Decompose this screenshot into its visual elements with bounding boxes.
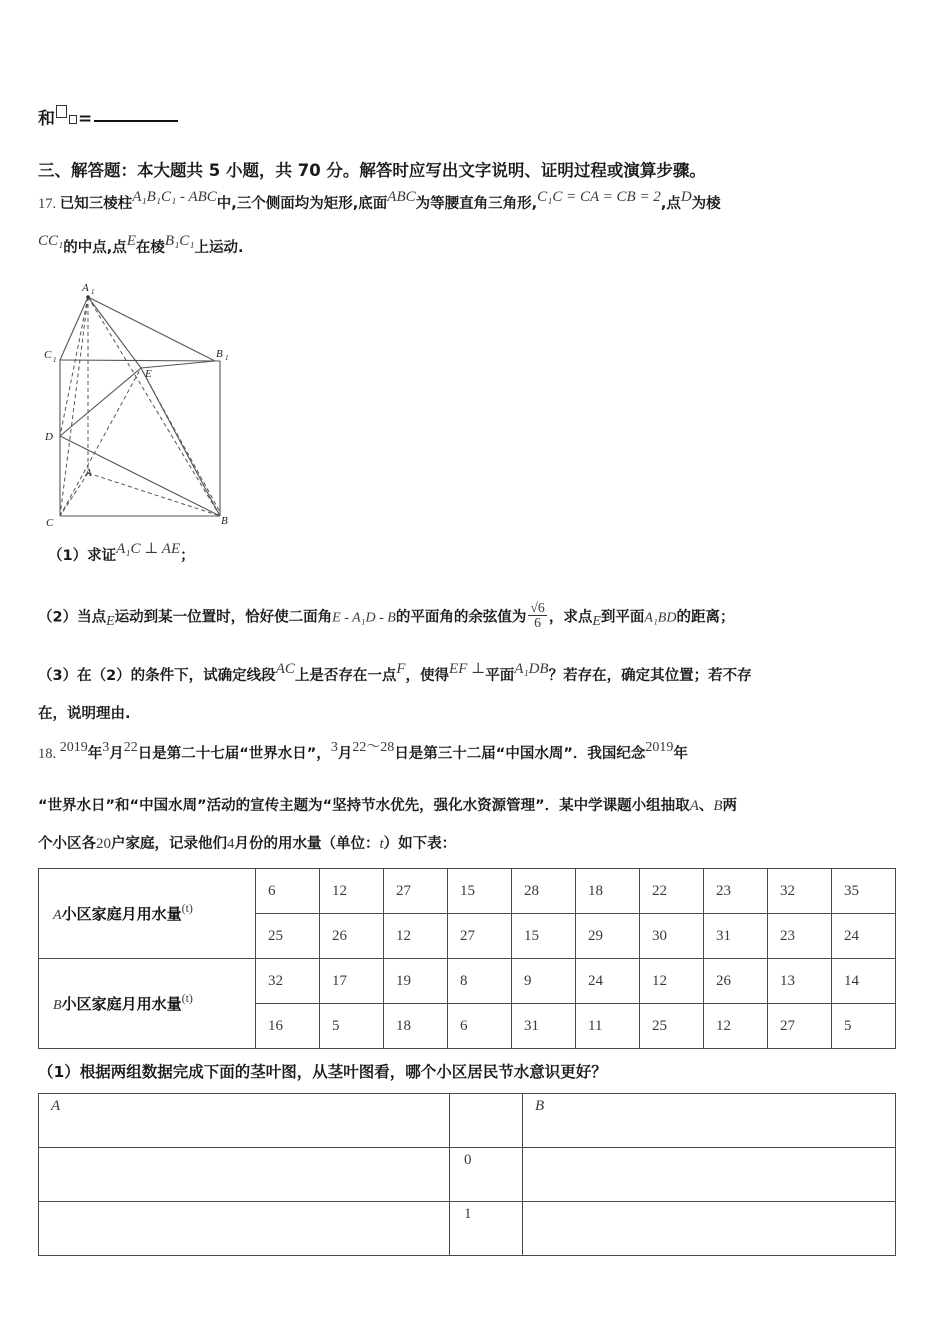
sub-2-point-e: E [106,614,115,630]
cell: 24 [576,959,640,1004]
problem-18-l3-a: 个小区各 [38,836,96,852]
fraction-denominator: 6 [534,615,542,631]
problem-18-number: 18. [38,746,57,762]
cell: 31 [704,914,768,959]
table-row [39,959,896,1004]
cell: 35 [832,869,896,914]
svg-text:1: 1 [225,354,229,362]
month-3-second: 3 [330,740,338,755]
edge-b1c1-notation: B₁C₁ [164,233,195,249]
sub-3-text-a: 在（2）的条件下，试确定线段 [77,668,276,684]
problem-18-t1: 年 [87,746,103,762]
cell: 31 [512,1004,576,1049]
cell: 19 [384,959,448,1004]
problem-18-l3-c: 月份的用水量（单位： [234,836,380,852]
plane-a1db-notation: A₁DB [514,661,549,677]
problem-18-theme-text: “世界水日”和“中国水周”活动的宣传主题为“坚持节水优先，强化水资源管理”．某中学课题小组抽取 [38,798,690,814]
table-row [39,1148,896,1202]
stem-cell[interactable] [450,1094,523,1148]
cell: 24 [832,914,896,959]
edge-lengths-notation: C₁C = CA = CB = 2 [537,189,661,205]
problem-18-t5: 日是第三十二届“中国水周”．我国纪念 [394,746,646,762]
cell: 15 [512,914,576,959]
problem-18-line-1 [38,740,688,763]
row-label-district-a [39,869,256,959]
problem-18-line-3 [38,836,456,853]
cell: 16 [256,1004,320,1049]
sub-2-text-f: 的距离； [676,609,735,626]
cell: 12 [640,959,704,1004]
base-triangle-notation: ABC [387,189,416,205]
cell: 18 [384,1004,448,1049]
problem-18-sub-1: （1）根据两组数据完成下面的茎叶图，从茎叶图看，哪个小区居民节水意识更好？ [38,1063,607,1081]
equals-sign: = [78,109,93,129]
sub-2-text-b: 运动到某一位置时，恰好使二面角 [114,609,333,626]
district-b-label: B [713,798,723,814]
district-a-unit: (t) [181,901,193,915]
cell: 26 [704,959,768,1004]
vertex-label-b1: B [216,348,223,360]
sub-2-point-e2: E [592,614,601,630]
day-22: 22 [123,740,138,755]
vertex-label-a: A [85,467,92,479]
cell: 15 [448,869,512,914]
sub-2-text-c: 的平面角的余弦值为 [395,609,527,626]
problem-17-text-e: 为棱 [691,196,721,212]
perpendicular-expression: A₁C ⊥ AE [116,541,181,557]
cell: 30 [640,914,704,959]
unit-t: t [379,836,384,852]
leaf-cell-a[interactable] [39,1148,450,1202]
problem-17-text-g: 在棱 [135,240,165,256]
cell: 5 [832,1004,896,1049]
svg-text:1: 1 [91,288,95,296]
leaf-cell-a[interactable]: A [39,1094,450,1148]
problem-17-number: 17. [38,196,57,212]
problem-17-sub-3 [38,661,752,685]
year-2019-first: 2019 [59,740,88,755]
problem-18-t4: 月 [337,746,353,762]
month-4: 4 [227,836,235,852]
year-2019-second: 2019 [645,740,674,755]
answer-blank[interactable] [94,120,178,122]
leaf-cell-a[interactable] [39,1202,450,1256]
problem-18-t6: 年 [673,746,688,762]
sub-3-text-c: ，使得 [405,668,450,684]
triangular-prism-diagram [40,280,290,540]
cell: 25 [640,1004,704,1049]
vertex-label-c: C [46,517,54,529]
sub-1-marker: （1） [48,548,88,564]
problem-17-text-d: ,点 [660,196,681,212]
problem-18-l3-d: ）如下表： [383,836,457,852]
month-3-first: 3 [102,740,110,755]
district-a-text: 小区家庭月用水量 [61,905,182,923]
table-row [39,869,896,914]
problem-17-sub-3-cont [38,706,131,723]
prism-notation: A₁B₁C₁ - ABC [132,189,217,205]
segment-ac-notation: AC [275,661,295,677]
cell: 5 [320,1004,384,1049]
svg-text:1: 1 [53,356,57,364]
cell: 28 [512,869,576,914]
vertex-label-a1: A [82,282,89,294]
sub-2-text-d: ，求点 [548,609,593,626]
cell: 23 [704,869,768,914]
problem-17-text-h: 上运动. [194,240,244,256]
problem-18-dun: 、 [698,798,714,814]
problem-17-text-c: 为等腰直角三角形, [415,196,538,212]
ef-perpendicular-notation: EF ⊥ [449,661,486,677]
stem-cell[interactable]: 1 [450,1202,523,1256]
problem-18-l3-b: 户家庭，记录他们 [111,836,227,852]
edge-cc1-notation: CC₁ [38,233,64,249]
cell: 14 [832,959,896,1004]
sub-2-text-a: 当点 [77,609,107,626]
district-b-unit: (t) [181,991,193,1005]
cell: 6 [448,1004,512,1049]
vertex-label-e: E [145,368,152,380]
vertex-label-d: D [45,431,53,443]
problem-17-text-b: 中,三个侧面均为矩形,底面 [216,196,388,212]
problem-17-text-a: 已知三棱柱 [59,196,133,212]
sub-2-marker: （2） [38,609,78,626]
sub-1-text-a: 求证 [87,548,117,564]
dihedral-angle-notation: E - A₁D - B [332,610,396,626]
table-row [39,1202,896,1256]
cell: 32 [256,959,320,1004]
district-a-prefix: A [53,908,62,923]
district-a-label: A [689,798,699,814]
row-label-district-b [39,959,256,1049]
cell: 23 [768,914,832,959]
section-heading: 三、解答题：本大题共 5 小题，共 70 分。解答时应写出文字说明、证明过程或演算步骤。 [38,161,706,180]
empty-box-small-icon [69,115,77,124]
problem-18-line2-end: 两 [722,798,738,814]
day-range-22-28: 22～28 [352,740,395,755]
stem-cell[interactable]: 0 [450,1148,523,1202]
problem-17-line-2 [38,233,244,257]
sub-3-text-d: 平面 [485,668,515,684]
problem-17-line-1 [38,189,721,213]
sub-3-text-e: ？若存在，确定其位置；若不存 [548,668,752,684]
cell: 11 [576,1004,640,1049]
cell: 27 [448,914,512,959]
cell: 12 [320,869,384,914]
vertex-label-c1: C [44,349,52,361]
empty-box-icon [56,105,67,118]
cell: 25 [256,914,320,959]
problem-17-sub-2 [38,601,734,631]
cell: 17 [320,959,384,1004]
cell: 18 [576,869,640,914]
cell: 32 [768,869,832,914]
point-d-notation: D [680,189,692,205]
cell: 22 [640,869,704,914]
table-row [39,1094,896,1148]
cell: 29 [576,914,640,959]
sub-3-text-f: 在，说明理由. [38,706,131,722]
cosine-value-fraction [528,601,546,631]
leaf-cell-b[interactable] [523,1148,896,1202]
sub-3-text-b: 上是否存在一点 [294,668,397,684]
sub-2-text-e: 到平面 [600,609,645,626]
plane-a1bd-notation: A₁BD [644,610,677,626]
cell: 13 [768,959,832,1004]
cell: 6 [256,869,320,914]
leaf-cell-b[interactable] [523,1202,896,1256]
cell: 9 [512,959,576,1004]
sub-3-marker: （3） [38,668,78,684]
problem-18-t2: 月 [109,746,124,762]
problem-17-text-f: 的中点,点 [63,240,127,256]
cell: 27 [384,869,448,914]
cell: 12 [704,1004,768,1049]
problem-18-t3: 日是第二十七届“世界水日”， [137,746,331,762]
household-count: 20 [96,836,111,852]
stem-and-leaf-table [38,1093,896,1256]
district-b-prefix: B [53,998,62,1013]
district-b-text: 小区家庭月用水量 [61,995,182,1013]
cell: 27 [768,1004,832,1049]
fraction-numerator: √6 [530,600,545,615]
problem-18-line-2 [38,798,737,815]
cell: 8 [448,959,512,1004]
point-e-notation: E [126,233,136,249]
cell: 26 [320,914,384,959]
problem-17-sub-1 [48,541,195,565]
fill-in-blank-prefix: 和 [38,109,55,129]
leaf-cell-b[interactable]: B [523,1094,896,1148]
cell: 12 [384,914,448,959]
point-f-notation: F [396,661,406,677]
vertex-label-b: B [221,515,228,527]
fill-in-blank-line [38,104,178,129]
sub-1-text-b: ； [180,548,195,564]
water-usage-table [38,868,896,1049]
